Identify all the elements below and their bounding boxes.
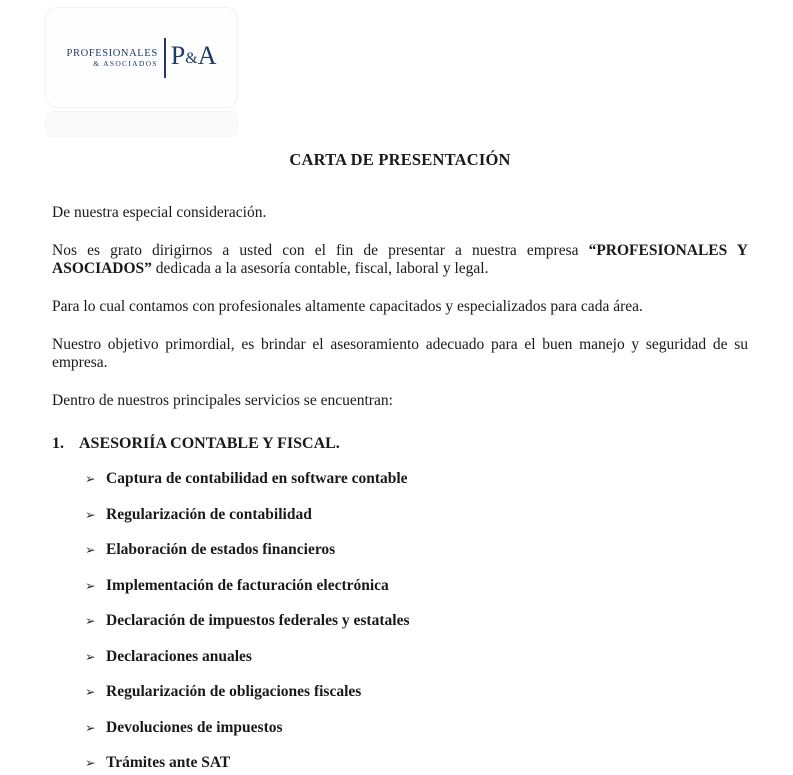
list-item-label: Trámites ante SAT bbox=[106, 754, 231, 771]
arrowhead-bullet-icon: ➢ bbox=[85, 719, 96, 735]
paragraph-servicios-intro: Dentro de nuestros principales servicios se encuentran: bbox=[52, 392, 393, 409]
logo-monogram-a: A bbox=[197, 41, 217, 70]
arrowhead-bullet-icon: ➢ bbox=[85, 542, 96, 557]
list-item-label: Devoluciones de impuestos bbox=[106, 718, 283, 736]
section-heading-label: ASESORIÍA CONTABLE Y FISCAL. bbox=[79, 435, 340, 452]
logo-company-subname: & ASOCIADOS bbox=[93, 58, 158, 68]
list-item bbox=[52, 683, 748, 701]
list-item-label: Elaboración de estados financieros bbox=[106, 541, 336, 558]
arrowhead-bullet-icon: ➢ bbox=[85, 648, 96, 664]
list-item-label: Regularización de obligaciones fiscales bbox=[106, 683, 362, 700]
paragraph-intro-tail: dedicada a la asesoría contable, fiscal, laboral y legal. bbox=[151, 260, 489, 277]
arrowhead-bullet-icon: ➢ bbox=[85, 684, 96, 699]
paragraph-greeting: De nuestra especial consideración. bbox=[52, 204, 267, 221]
paragraph-intro bbox=[52, 242, 748, 278]
company-name-emphasis: “PROFESIONALES Y ASOCIADOS” bbox=[52, 242, 748, 277]
arrowhead-bullet-icon: ➢ bbox=[85, 755, 96, 770]
logo-monogram-p: P bbox=[170, 41, 186, 70]
list-item-label: Regularización de contabilidad bbox=[106, 505, 312, 523]
logo-company-name: PROFESIONALES bbox=[66, 47, 158, 59]
section-heading-asesoria bbox=[52, 434, 748, 454]
logo-monogram-ampersand: & bbox=[185, 50, 198, 67]
list-item bbox=[52, 506, 748, 524]
list-item-label: Captura de contabilidad en software contable bbox=[106, 470, 408, 487]
list-item bbox=[52, 648, 748, 666]
document-title: CARTA DE PRESENTACIÓN bbox=[289, 150, 511, 169]
list-item bbox=[52, 541, 748, 559]
list-item bbox=[52, 754, 748, 772]
paragraph-profesionales: Para lo cual contamos con profesionales altamente capacitados y especializados para cada área. bbox=[52, 298, 643, 315]
list-item bbox=[52, 577, 748, 595]
paragraph-intro-text: Nos es grato dirigirnos a usted con el fin de presentar a nuestra empresa bbox=[52, 242, 589, 259]
list-item-label: Declaraciones anuales bbox=[106, 647, 252, 665]
paragraph-objetivo: Nuestro objetivo primordial, es brindar el asesoramiento adecuado para el buen manejo y seguridad de su empresa. bbox=[52, 336, 748, 371]
arrowhead-bullet-icon: ➢ bbox=[85, 506, 96, 522]
list-item bbox=[52, 719, 748, 737]
list-item bbox=[52, 470, 748, 488]
arrowhead-bullet-icon: ➢ bbox=[85, 613, 96, 628]
list-item-label: Declaración de impuestos federales y estatales bbox=[106, 612, 410, 629]
services-list bbox=[52, 470, 748, 772]
list-item-label: Implementación de facturación electrónica bbox=[106, 576, 389, 594]
list-item bbox=[52, 612, 748, 630]
arrowhead-bullet-icon: ➢ bbox=[85, 471, 96, 486]
arrowhead-bullet-icon: ➢ bbox=[85, 577, 96, 593]
section-number: 1. bbox=[52, 435, 64, 452]
